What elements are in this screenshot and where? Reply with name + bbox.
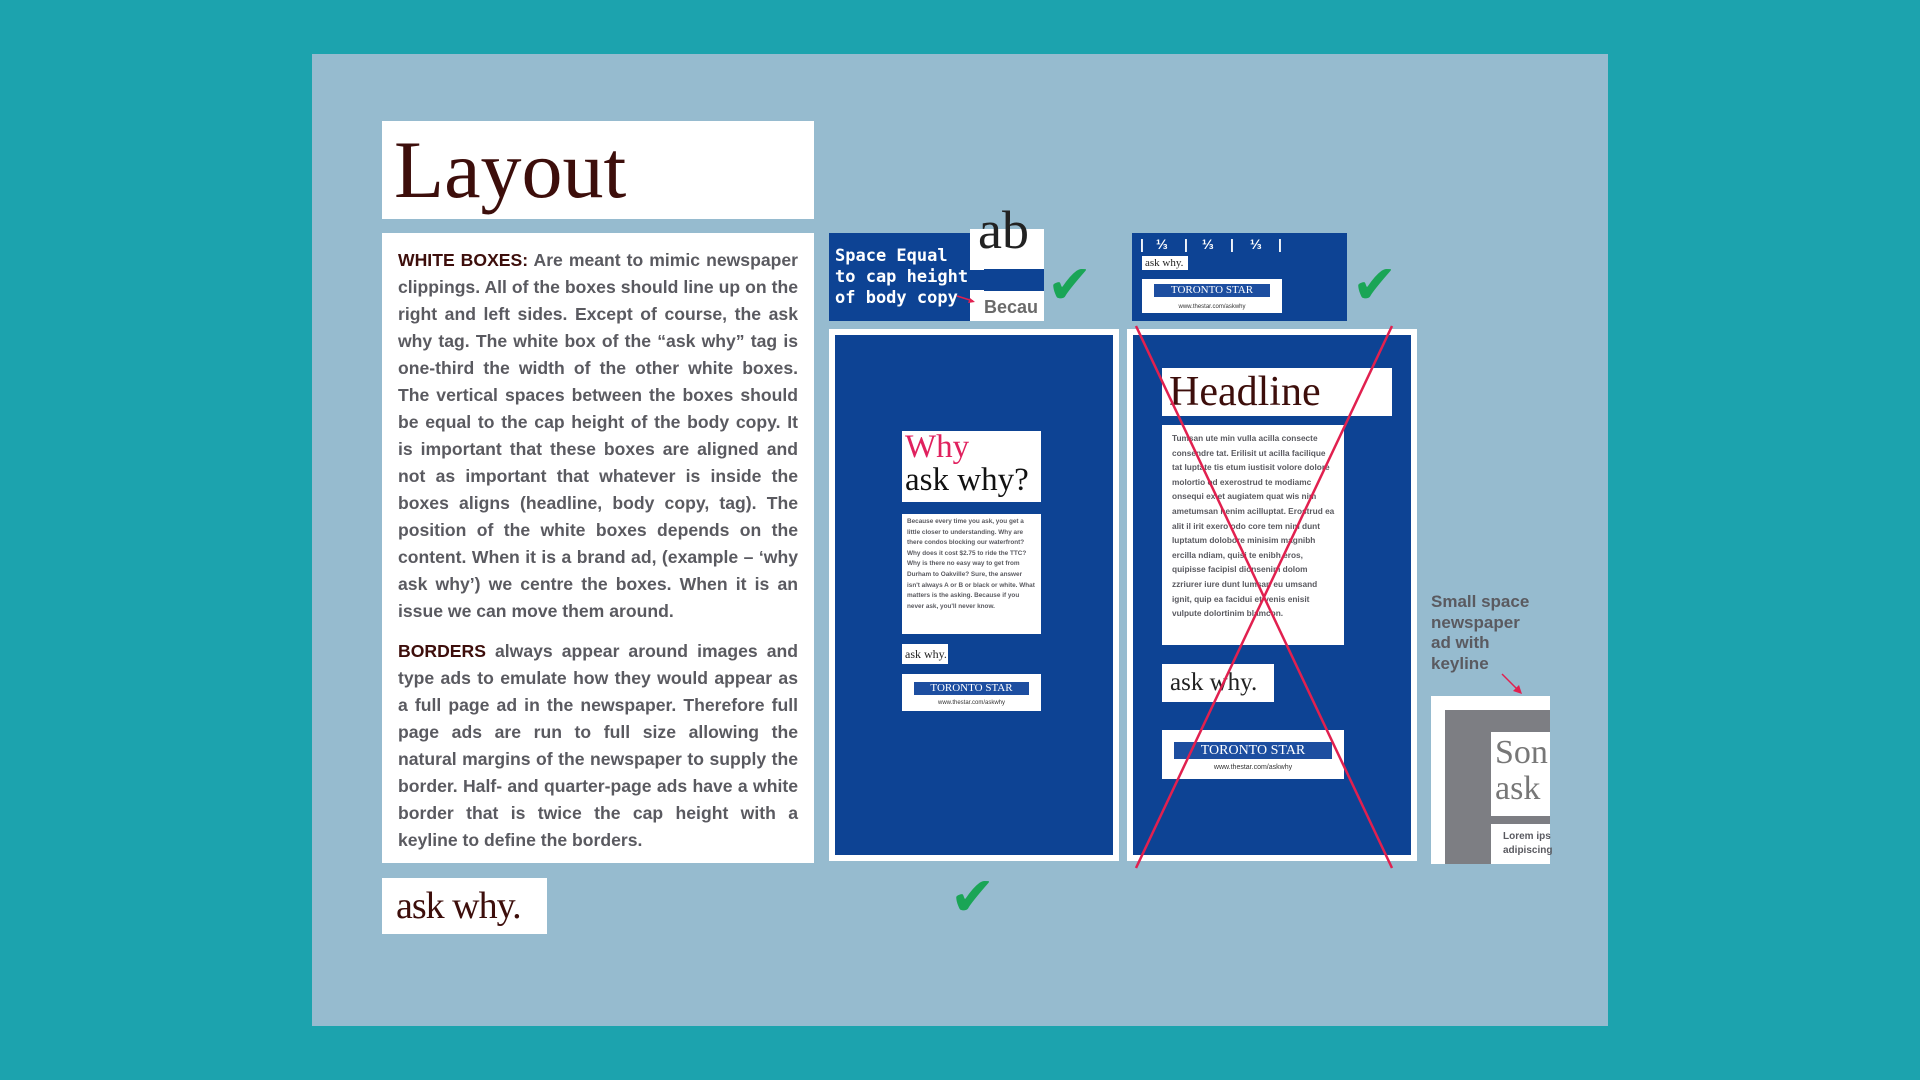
good-ad (835, 335, 1113, 855)
toronto-star-logo: TORONTO STAR www.thestar.com/askwhy (1142, 279, 1282, 313)
body-fragment-box: Becau (970, 291, 1044, 321)
small-ad (1431, 696, 1553, 864)
bad-ad-headline-box: Headline (1162, 368, 1392, 416)
page-title: Layout (394, 124, 627, 215)
good-ad-frame (829, 329, 1119, 861)
spacing-detail (829, 200, 1044, 321)
ask-why-tag (382, 878, 547, 934)
borders-label: BORDERS (398, 641, 486, 661)
headline-fragment-box: ab (970, 229, 1044, 269)
ask-why-tag-text: ask why. (396, 885, 521, 927)
checkmark-icon: ✔ (1047, 253, 1093, 316)
white-boxes-label: WHITE BOXES: (398, 250, 529, 270)
borders-paragraph (398, 638, 798, 854)
checkmark-icon: ✔ (950, 865, 996, 928)
thirds-tag: ask why. (1142, 256, 1188, 270)
spacing-label: Space Equal to cap height of body copy (835, 246, 969, 308)
title-box (382, 121, 814, 219)
cross-out-icon (1124, 322, 1424, 874)
small-ad-label: Small space newspaper ad with keyline (1431, 592, 1530, 673)
arrow-icon (1502, 674, 1526, 696)
toronto-star-logo: TORONTO STAR www.thestar.com/askwhy (902, 674, 1041, 711)
cap-height-bracket (970, 269, 984, 291)
good-ad-tag: ask why. (902, 644, 948, 664)
small-ad-headline-box: Son ask (1491, 732, 1550, 816)
thirds-detail (1132, 233, 1347, 321)
arrow-icon (957, 295, 977, 305)
checkmark-icon: ✔ (1352, 253, 1398, 316)
bad-ad-body-box: Tumsan ute min vulla acilla consecte consendre tat. Erilisit ut acilla facilique tat luptate tis etum iustisit volore dolore molortio od exerostrud te modiamc onsequi ex et augiatem quat wis nim ametumsan henim acilluptat. Erostrud ea alit il irit exero odo core tem nim dunt luptatum dolobore minisim magnibh ercilla ndiam, quisi te enibh eros, quipisse facipisl dionsenim dolom zzriurer iure dunt lumsan eu umsand ignit, quip ea facidui et venis enisit vulpute dolortinim blamcon. (1162, 425, 1344, 645)
borders-text: always appear around images and type ads to emulate how they would appear as a full page ad in the newspaper. Therefore full page ads are run to full size allowing the natural margins of the newspaper to supply the border. Half- and quarter-page ads have a white border that is twice the cap height with a keyline to define the borders. (398, 641, 798, 850)
small-ad-body-box: Lorem ips adipiscing (1491, 824, 1550, 864)
bad-ad-tag: ask why. (1162, 664, 1274, 702)
white-boxes-paragraph (398, 247, 798, 625)
thirds-ruler: | ⅓ | ⅓ | ⅓ | (1140, 236, 1282, 252)
toronto-star-logo: TORONTO STAR www.thestar.com/askwhy (1162, 730, 1344, 779)
good-ad-body-box: Because every time you ask, you get a little closer to understanding. Why are there condos blocking our waterfront? Why does it cost $2.75 to ride the TTC? Why is there no easy way to get from Durham to Oakville? Sure, the answer isn't always A or B or black or white. What matters is the asking. Because if you never ask, you'll never know. (902, 514, 1041, 634)
description-box (382, 233, 814, 863)
slide (312, 54, 1608, 1026)
good-ad-headline-box: Why ask why? (902, 431, 1041, 502)
white-boxes-text: Are meant to mimic newspaper clippings. All of the boxes should line up on the right and left sides. Except of course, the ask why tag. The white box of the “ask why” tag is one-third the width of the other white boxes. The vertical spaces between the boxes should be equal to the cap height of the body copy. It is important that these boxes are aligned and not as important that whatever is inside the boxes aligns (headline, body copy, tag). The position of the white boxes depends on the content. When it is a brand ad, (example – ‘why ask why’) we centre the boxes. When it is an issue we can move them around. (398, 250, 798, 621)
